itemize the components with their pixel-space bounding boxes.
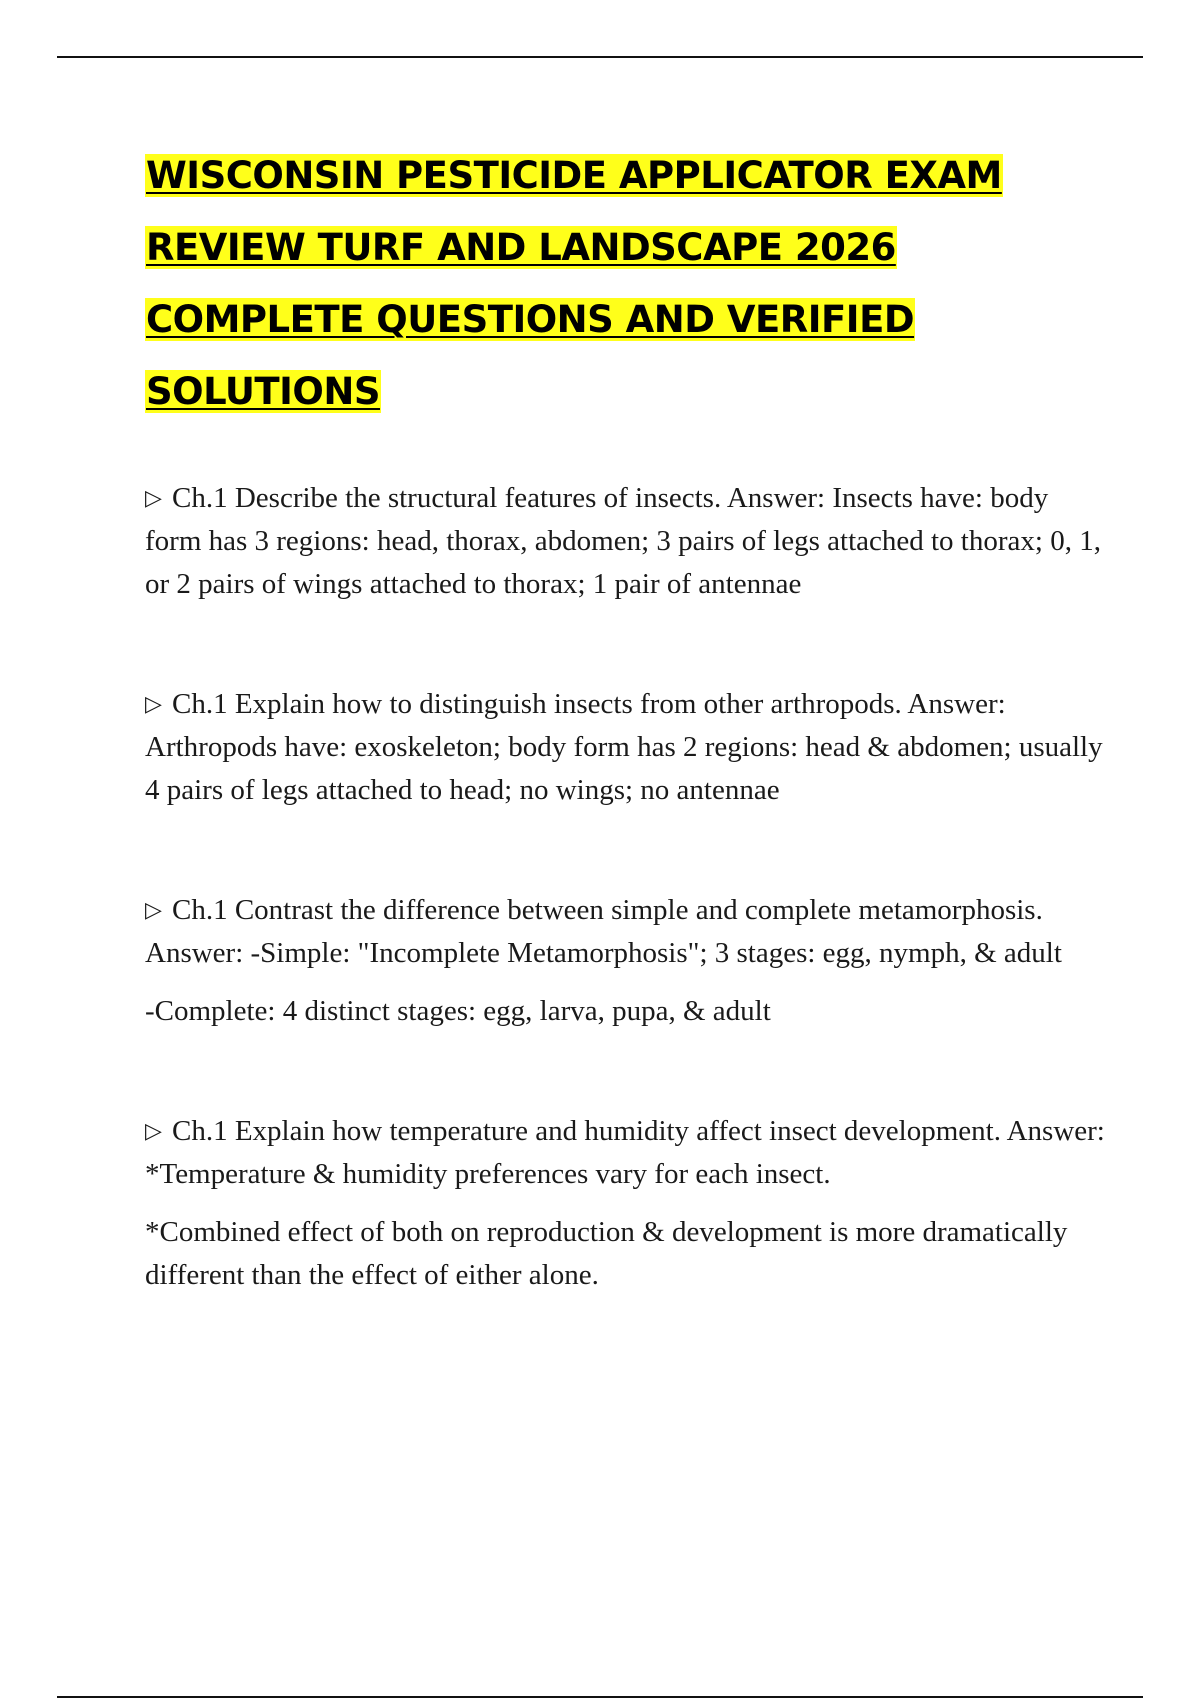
document-title xyxy=(145,150,1145,438)
qa-list xyxy=(145,476,1105,1373)
qa-item xyxy=(145,682,1105,812)
top-rule xyxy=(57,56,1143,58)
qa-item xyxy=(145,476,1105,606)
question-answer-text: ▷ Ch.1 Contrast the difference between simple and complete metamorphosis. Answer: -Simple: "Incomplete Metamorphosis"; 3 stages: egg, nymph, & adult xyxy=(145,888,1105,975)
triangle-bullet-icon: ▷ xyxy=(145,897,162,922)
title-line-2: REVIEW TURF AND LANDSCAPE 2026 xyxy=(146,226,896,269)
title-line-3: COMPLETE QUESTIONS AND VERIFIED xyxy=(146,298,915,341)
question-answer-text: ▷ Ch.1 Explain how to distinguish insects from other arthropods. Answer: Arthropods have: exoskeleton; body form has 2 regions: head & abdomen; usually 4 pairs of legs attached to head; no wings; no antennae xyxy=(145,682,1105,812)
answer-continuation-text: *Combined effect of both on reproduction & development is more dramatically different than the effect of either alone. xyxy=(145,1216,1068,1291)
question-answer-text: ▷ Ch.1 Describe the structural features of insects. Answer: Insects have: body form has 3 regions: head, thorax, abdomen; 3 pairs of legs attached to thorax; 0, 1, or 2 pairs of wings attached to thorax; 1 pair of antennae xyxy=(145,476,1105,606)
title-line-1: WISCONSIN PESTICIDE APPLICATOR EXAM xyxy=(146,154,1002,197)
qa-item xyxy=(145,888,1105,1033)
triangle-bullet-icon: ▷ xyxy=(145,485,162,510)
bottom-rule xyxy=(57,1696,1143,1698)
title-line-4: SOLUTIONS xyxy=(146,370,380,413)
triangle-bullet-icon: ▷ xyxy=(145,691,162,716)
qa-item xyxy=(145,1109,1105,1297)
question-answer-text: ▷ Ch.1 Explain how temperature and humidity affect insect development. Answer: *Temperature & humidity preferences vary for each insect. xyxy=(145,1109,1105,1196)
answer-continuation-text: -Complete: 4 distinct stages: egg, larva, pupa, & adult xyxy=(145,995,771,1027)
triangle-bullet-icon: ▷ xyxy=(145,1118,162,1143)
